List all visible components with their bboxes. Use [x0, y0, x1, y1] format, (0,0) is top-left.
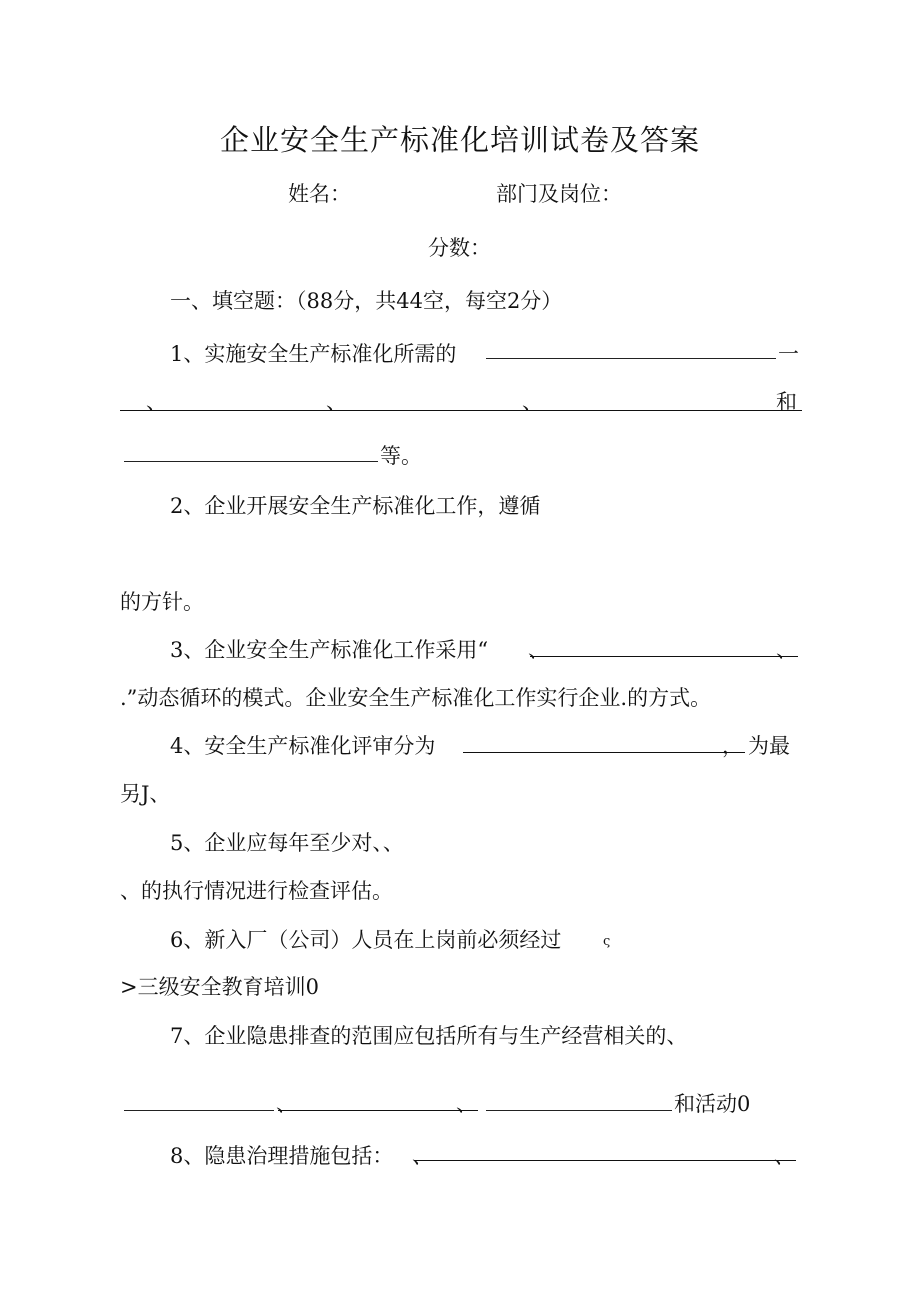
q7-blank-3: [486, 1110, 672, 1111]
q7-blank-1: [124, 1110, 274, 1111]
q1-blank-last: [124, 461, 378, 462]
q1-dash: 一: [778, 342, 799, 366]
q6-line2: >三级安全教育培训0: [120, 975, 319, 999]
q4-blank: [463, 752, 745, 753]
q7-text: 7、企业隐患排查的范围应包括所有与生产经营相关的、: [170, 1024, 688, 1048]
q7-sep-2: 、: [456, 1092, 477, 1116]
q4-comma: ，: [722, 734, 743, 758]
q1-and: 和: [776, 390, 797, 414]
q3-sep-a: 、: [528, 638, 549, 662]
q1-text: 1、实施安全生产标准化所需的: [170, 342, 457, 366]
q8-blank: [414, 1160, 796, 1161]
page-title: 企业安全生产标准化培训试卷及答案: [219, 123, 700, 157]
q1-blank-1: [486, 358, 776, 359]
q1-sep-1: 、: [146, 390, 167, 414]
q1-sep-2: 、: [326, 390, 347, 414]
q6-mark: ς: [603, 934, 611, 949]
q7-end: 和活动0: [674, 1092, 751, 1116]
q5-text: 5、企业应每年至少对、、: [170, 831, 404, 855]
q4-text: 4、安全生产标准化评审分为: [170, 734, 436, 758]
score-label: 分数：: [428, 236, 491, 260]
q1-end: 等。: [380, 444, 422, 468]
q1-sep-3: 、: [522, 390, 543, 414]
q8-sep-2: 、: [774, 1144, 795, 1168]
section-heading: 一、填空题：（88分，共44空，每空2分）: [170, 289, 563, 313]
name-label: 姓名：: [288, 182, 351, 206]
q7-sep-1: 、: [276, 1092, 297, 1116]
q4-tail: 为最: [748, 734, 790, 758]
q3-blank: [530, 656, 798, 657]
q1-blank-row: [120, 410, 802, 411]
q8-text: 8、隐患治理措施包括：: [170, 1144, 394, 1168]
q3-sep-b: 、: [776, 638, 797, 662]
q2-text: 2、企业开展安全生产标准化工作，遵循: [170, 494, 541, 518]
q3-text: 3、企业安全生产标准化工作采用“: [170, 638, 489, 662]
q5-line2: 、的执行情况进行检查评估。: [120, 879, 393, 903]
q3-line2: .”动态循环的模式。企业安全生产标准化工作实行企业.的方式。: [120, 686, 712, 710]
q2-end: 的方针。: [120, 590, 204, 614]
q4-line2: 另J、: [120, 782, 171, 806]
q8-sep-1: 、: [412, 1144, 433, 1168]
dept-label: 部门及岗位：: [496, 182, 622, 206]
q7-blank-2: [278, 1110, 478, 1111]
q6-text: 6、新入厂（公司）人员在上岗前必须经过: [170, 928, 562, 952]
